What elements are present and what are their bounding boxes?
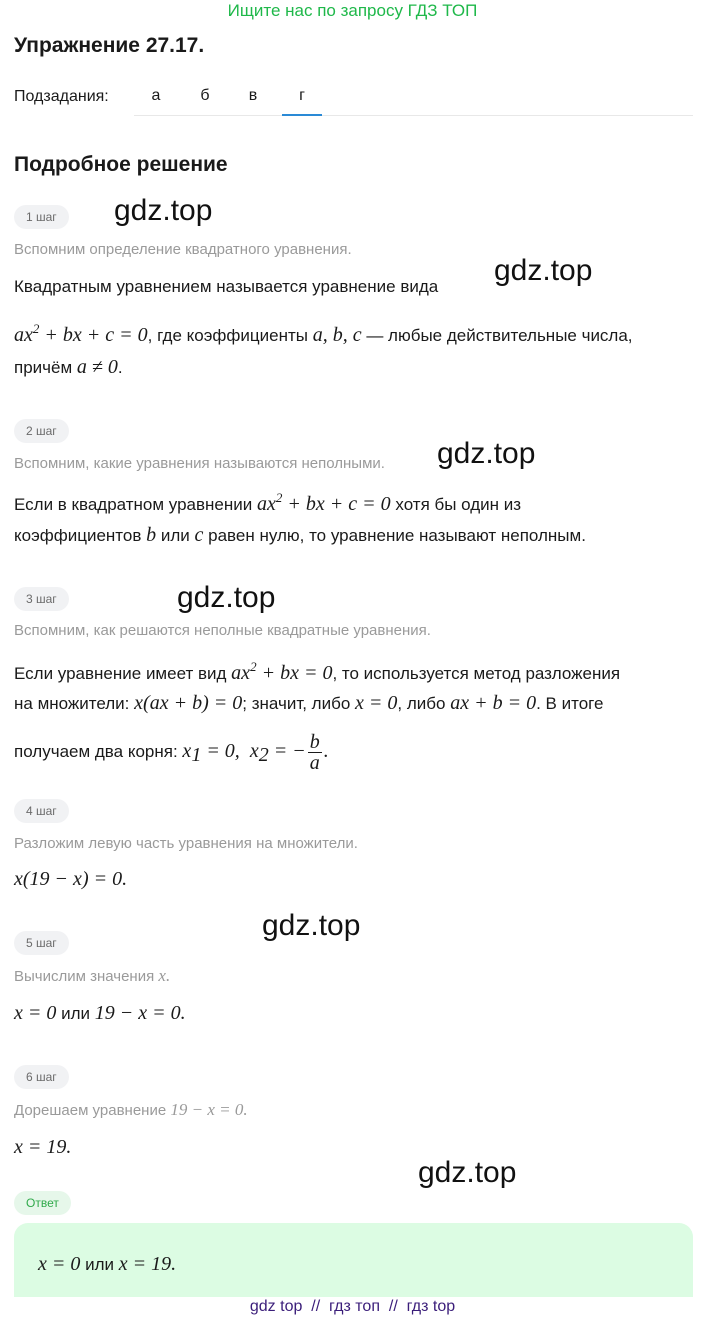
step-text-part: — любые действительные числа,: [366, 326, 633, 345]
formula-ax-b: ax + b = 0: [450, 692, 537, 714]
step-hint-text: Дорешаем уравнение: [14, 1102, 167, 1119]
step-text: [14, 274, 438, 300]
step-hint: [14, 1100, 248, 1120]
solution-title: Подробное решение: [14, 153, 228, 176]
step-hint: [14, 966, 170, 986]
step-text-part: на множители:: [14, 694, 130, 713]
step-text-part: получаем два корня:: [14, 742, 178, 762]
step-hint: Вспомним определение квадратного уравнения.: [14, 241, 352, 258]
formula-quadratic: $ax^2$ + bx + c = 0: [256, 490, 391, 515]
watermark: gdz.top: [262, 909, 361, 942]
answer-badge: Ответ: [14, 1191, 71, 1215]
formula-quadratic: $ax^2$ + bx + c = 0: [14, 321, 148, 346]
watermark: gdz.top: [437, 437, 536, 470]
subtask-tabs: [134, 78, 693, 116]
step-badge: 6 шаг: [14, 1065, 69, 1089]
tab-v[interactable]: в: [248, 87, 258, 104]
subtasks-label: Подзадания:: [14, 88, 109, 105]
or-text: или: [61, 1004, 91, 1023]
exercise-title: Упражнение 27.17.: [14, 34, 205, 57]
step-text-part: Если уравнение имеет вид: [14, 664, 227, 683]
step-text: [14, 485, 521, 518]
answer-box: [14, 1223, 693, 1297]
step-formula: [14, 866, 127, 893]
formula-c: c: [194, 524, 204, 546]
formula-19-minus-x: 19 − x = 0.: [94, 1002, 186, 1024]
step-text-part: . В итоге: [536, 694, 604, 713]
step-text: [14, 316, 633, 349]
formula-x-zero: x = 0: [14, 1002, 57, 1024]
step-text: [14, 522, 586, 549]
formula-step4: x(19 − x) = 0.: [14, 868, 128, 890]
formula-x-19: x = 19.: [118, 1253, 177, 1275]
step-text-part: Квадратным уравнением называется уравнение вида: [14, 277, 439, 296]
step-badge: 1 шаг: [14, 205, 69, 229]
step-text-part: коэффициентов: [14, 526, 142, 545]
formula-19-minus-x: 19 − x = 0.: [170, 1100, 248, 1119]
watermark: gdz.top: [494, 254, 593, 287]
step-badge: 4 шаг: [14, 799, 69, 823]
formula-roots: $x_1 = 0$, $x_2$ = − $\frac{b}{a}$ .: [182, 731, 329, 774]
formula-b: b: [146, 524, 157, 546]
formula-x: x.: [158, 966, 171, 985]
footer-links: [0, 1298, 705, 1316]
watermark: gdz.top: [114, 194, 213, 227]
watermark: gdz.top: [177, 581, 276, 614]
footer-text[interactable]: gdz top // гдз топ // гдз top: [249, 1298, 456, 1315]
fraction-b-over-a: $\frac{b}{a}$: [309, 731, 320, 774]
tab-g[interactable]: г: [282, 78, 322, 116]
step-text-part: равен нулю, то уравнение называют неполным.: [208, 526, 586, 545]
promo-text[interactable]: Ищите нас по запросу ГДЗ ТОП: [227, 1, 478, 20]
step-text-part: .: [117, 358, 123, 377]
or-text: или: [85, 1255, 115, 1274]
step-text-part: , где коэффициенты: [147, 326, 308, 345]
step-badge: 5 шаг: [14, 931, 69, 955]
step-hint-text: Вычислим значения: [14, 968, 155, 985]
step-text-part: , то используется метод разложения: [332, 664, 621, 683]
formula-incomplete: $ax^2$ + bx = 0: [231, 659, 333, 684]
step-text: [14, 732, 329, 773]
step-text-part: или: [160, 526, 190, 545]
step-text-part: Если в квадратном уравнении: [14, 495, 253, 514]
tab-b[interactable]: б: [200, 87, 210, 104]
answer-formula: [38, 1251, 176, 1278]
watermark: gdz.top: [418, 1156, 517, 1189]
tab-a[interactable]: а: [151, 87, 161, 104]
formula-x-19: x = 19.: [14, 1136, 72, 1158]
step-badge: 2 шаг: [14, 419, 69, 443]
step-text: [14, 690, 603, 717]
formula-factored: x(ax + b) = 0: [134, 692, 243, 714]
formula-x-zero: x = 0: [355, 692, 398, 714]
step-text-part: , либо: [397, 694, 446, 713]
step-text: [14, 354, 123, 381]
step-hint: Вспомним, какие уравнения называются неполными.: [14, 455, 385, 472]
step-formula: [14, 1000, 186, 1027]
step-text-part: причём: [14, 358, 73, 377]
step-hint: Вспомним, как решаются неполные квадратные уравнения.: [14, 622, 431, 639]
step-text: [14, 654, 620, 687]
step-formula: [14, 1134, 71, 1161]
formula-a-nonzero: a ≠ 0: [76, 356, 118, 378]
step-badge: 3 шаг: [14, 587, 69, 611]
step-text-part: хотя бы один из: [395, 495, 522, 514]
formula-coeffs: a, b, c: [312, 324, 362, 346]
formula-x-zero: x = 0: [38, 1253, 81, 1275]
step-text-part: ; значит, либо: [242, 694, 351, 713]
step-hint: Разложим левую часть уравнения на множители.: [14, 835, 358, 852]
